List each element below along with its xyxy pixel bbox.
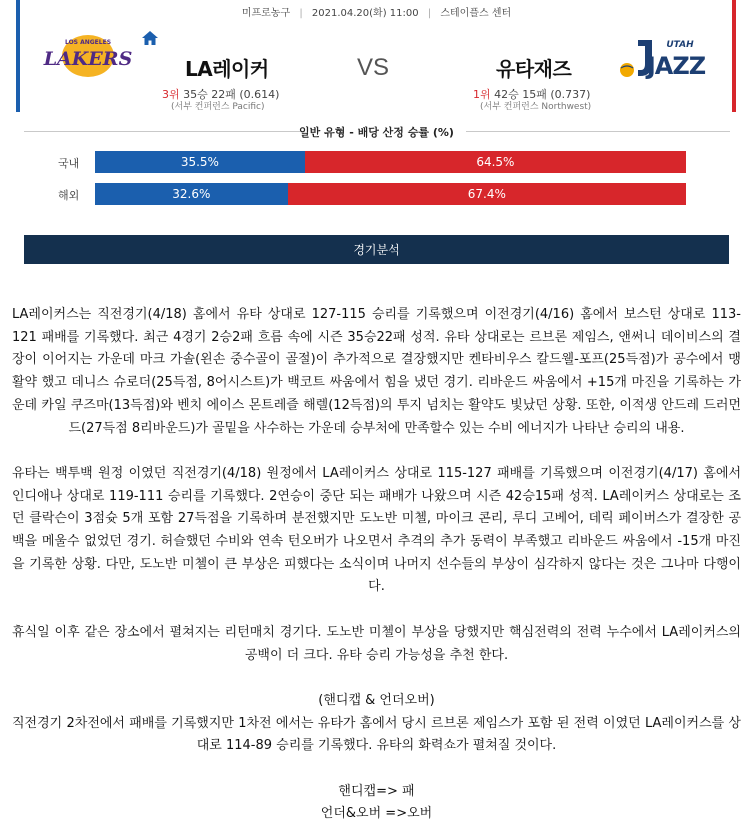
meta-divider: | — [427, 8, 432, 19]
match-venue: 스테이플스 센터 — [440, 8, 512, 19]
lakers-logo-text: LAKERS — [43, 48, 133, 70]
match-datetime: 2021.04.20(화) 11:00 — [311, 8, 419, 19]
paragraph-spacer — [12, 599, 741, 622]
analysis-paragraph-home: LA레이커스는 직전경기(4/18) 홈에서 유타 상대로 127-115 승리를 기록했으며 이전경기(4/16) 홈에서 보스턴 상대로 113-121 패배를 기록했다. 최근 4경기 2승2패 흐름 속에 시즌 35승22패 성적. 유타 상대로는 르브론 제임스, 앤써니 데이비스의 결장이 이어지는 가운데 마크 가솔(왼손 중수골이 골절)이 추가적으로 결장했지만 켄타비우스 칼드웰-포프(25득점)가 공수에서 맹활약 했고 데니스 슈로더(25득점, 8어시스트)가 백코트 싸움에서 힘을 냈던 경기. 리바운드 싸움에서 +15개 마진을 기록하는 가운데 카일 쿠즈마(13득점)와 벤치 에이스 몬트레즐 해렐(12득점)의 투지 넘치는 활약도 빛났던 상황. 또한, 이적생 안드레 드러먼드(27득점 8리바운드)가 골밑을 사수하는 가운데 승부처에 만족할수 있는 수비 에너지가 나타난 승리의 내용. — [12, 307, 741, 436]
home-team-name: LA레이커 — [185, 57, 269, 81]
lakers-logo-subtext: LOS ANGELES — [64, 39, 112, 46]
match-meta — [0, 4, 753, 19]
handicap-paragraph: 직전경기 2차전에서 패배를 기록했지만 1차전 에서는 유타가 홈에서 당시 르브론 제임스가 포함 된 전력 이였던 LA레이커스를 상대로 114-89 승리를 기록했다. 유타의 화력쇼가 펼쳐질 것이다. — [12, 715, 741, 754]
home-record-text: 35승 22패 (0.614) — [183, 88, 280, 101]
home-rank: 3위 — [162, 88, 180, 101]
paragraph-spacer — [12, 758, 741, 781]
away-pct-segment: 64.5% — [305, 151, 686, 173]
home-conference: (서부 컨퍼런스 Pacific) — [171, 102, 265, 112]
jazz-logo — [618, 34, 710, 80]
jazz-logo-subtext: UTAH — [666, 40, 694, 50]
analysis-paragraph-summary: 휴식일 이후 같은 장소에서 펼쳐지는 리턴매치 경기다. 도노반 미첼이 부상을 당했지만 핵심전력의 전력 누수에서 LA레이커스의 공백이 더 크다. 유타 승리 가능성을 추천 한다. — [12, 624, 741, 663]
section-divider — [466, 131, 730, 132]
home-icon[interactable] — [141, 30, 159, 46]
analysis-header: 경기분석 — [24, 235, 729, 264]
league-label: 미프로농구 — [241, 8, 291, 19]
away-record-text: 42승 15패 (0.737) — [494, 88, 591, 101]
handicap-title: (핸디캡 & 언더오버) — [318, 692, 435, 708]
betting-row-label-domestic: 국내 — [58, 157, 80, 170]
vs-label: VS — [357, 54, 390, 81]
paragraph-spacer — [12, 667, 741, 690]
away-team-name: 유타재즈 — [496, 57, 572, 81]
meta-divider: | — [299, 8, 303, 19]
jazz-logo-text: JAZZ — [646, 52, 706, 80]
away-pct-segment: 67.4% — [288, 183, 686, 205]
pick-overunder: 언더&오버 =>오버 — [320, 806, 433, 822]
betting-bar-overseas — [95, 183, 686, 205]
lakers-logo — [40, 30, 136, 78]
away-conference: (서부 컨퍼런스 Northwest) — [480, 102, 592, 112]
home-pct-segment: 32.6% — [95, 183, 288, 205]
away-rank: 1위 — [473, 88, 491, 101]
analysis-paragraph-away: 유타는 백투백 원정 이였던 직전경기(4/18) 원정에서 LA레이커스 상대로 115-127 패배를 기록했으며 이전경기(4/17) 홈에서 인디애나 상대로 119-111 승리를 기록했다. 2연승이 중단 되는 패배가 나왔으며 시즌 42승15패 성적. LA레이커스 상대로는 조던 클락슨이 3점슛 5개 포함 27득점을 기록하며 분전했지만 도노반 미첼, 마이크 콘리, 루디 고베어, 데릭 페이버스가 결장한 공백을 메울수 없었던 경기. 허슬했던 수비와 연속 턴오버가 나오면서 추격의 추가 동력이 부족했고 리바운드 싸움에서 -15개 마진을 기록한 상황. 다만, 도노반 미첼이 큰 부상은 피했다는 소식이며 나머지 선수들의 부상이 심각하지 않다는 것은 그나마 다행이다. — [12, 465, 741, 595]
paragraph-spacer — [12, 440, 741, 463]
home-pct-segment: 35.5% — [95, 151, 305, 173]
analysis-body — [12, 304, 741, 826]
betting-bar-domestic — [95, 151, 686, 173]
betting-section-title: 일반 유형 - 배당 산정 승률 (%) — [299, 126, 454, 139]
pick-handicap: 핸디캡=> 패 — [338, 783, 415, 799]
betting-row-label-overseas: 해외 — [58, 189, 80, 202]
